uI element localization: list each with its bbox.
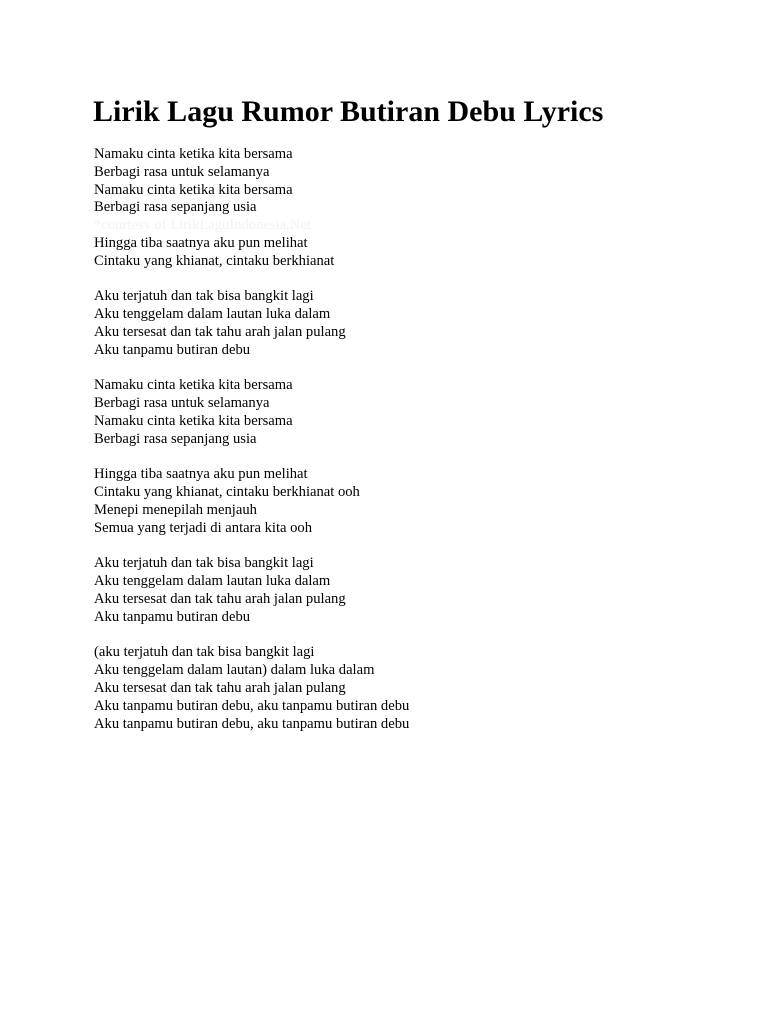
lyric-line: Aku tanpamu butiran debu, aku tanpamu butiran debu	[94, 697, 410, 714]
stanza-2	[94, 288, 734, 359]
stanza-6	[94, 644, 734, 733]
lyric-line: Aku tenggelam dalam lautan) dalam luka dalam	[94, 662, 375, 679]
lyric-line: Cintaku yang khianat, cintaku berkhianat ooh	[94, 484, 360, 501]
lyric-line: Menepi menepilah menjauh	[94, 501, 257, 518]
lyric-line: Aku tanpamu butiran debu	[94, 608, 251, 625]
lyric-line: Aku tanpamu butiran debu, aku tanpamu butiran debu	[94, 715, 410, 732]
lyric-line: Namaku cinta ketika kita bersama	[94, 412, 293, 429]
stanza-1	[94, 146, 734, 271]
lyric-line: Namaku cinta ketika kita bersama	[94, 377, 293, 394]
lyric-line: Aku terjatuh dan tak bisa bangkit lagi	[94, 288, 314, 305]
lyric-line: Aku tanpamu butiran debu	[94, 341, 251, 358]
stanza-4	[94, 466, 734, 537]
lyric-line: Aku tersesat dan tak tahu arah jalan pulang	[94, 590, 346, 607]
stanza-5	[94, 555, 734, 626]
page-title: Lirik Lagu Rumor Butiran Debu Lyrics	[93, 95, 604, 128]
lyric-line: Semua yang terjadi di antara kita ooh	[94, 519, 313, 536]
lyric-line: (aku terjatuh dan tak bisa bangkit lagi	[94, 644, 315, 661]
lyric-line: Aku tenggelam dalam lautan luka dalam	[94, 306, 331, 323]
lyric-line: Aku tersesat dan tak tahu arah jalan pulang	[94, 323, 346, 340]
lyric-line: Berbagi rasa sepanjang usia	[94, 199, 257, 216]
lyric-line: Berbagi rasa sepanjang usia	[94, 430, 257, 447]
lyric-line: Cintaku yang khianat, cintaku berkhianat	[94, 252, 335, 269]
lyric-line: Berbagi rasa untuk selamanya	[94, 163, 270, 180]
lyrics-body	[94, 146, 734, 751]
lyric-line: Aku tenggelam dalam lautan luka dalam	[94, 573, 331, 590]
lyric-line: Namaku cinta ketika kita bersama	[94, 146, 293, 162]
lyric-line: Aku tersesat dan tak tahu arah jalan pulang	[94, 679, 346, 696]
lyric-line: Hingga tiba saatnya aku pun melihat	[94, 466, 308, 483]
lyric-line: Namaku cinta ketika kita bersama	[94, 181, 293, 198]
watermark-text: *courtesy of LirikLaguIndonesia.Net	[94, 217, 311, 234]
lyric-line: Berbagi rasa untuk selamanya	[94, 395, 270, 412]
stanza-3	[94, 377, 734, 448]
lyric-line: Hingga tiba saatnya aku pun melihat	[94, 234, 308, 251]
lyric-line: Aku terjatuh dan tak bisa bangkit lagi	[94, 555, 314, 572]
